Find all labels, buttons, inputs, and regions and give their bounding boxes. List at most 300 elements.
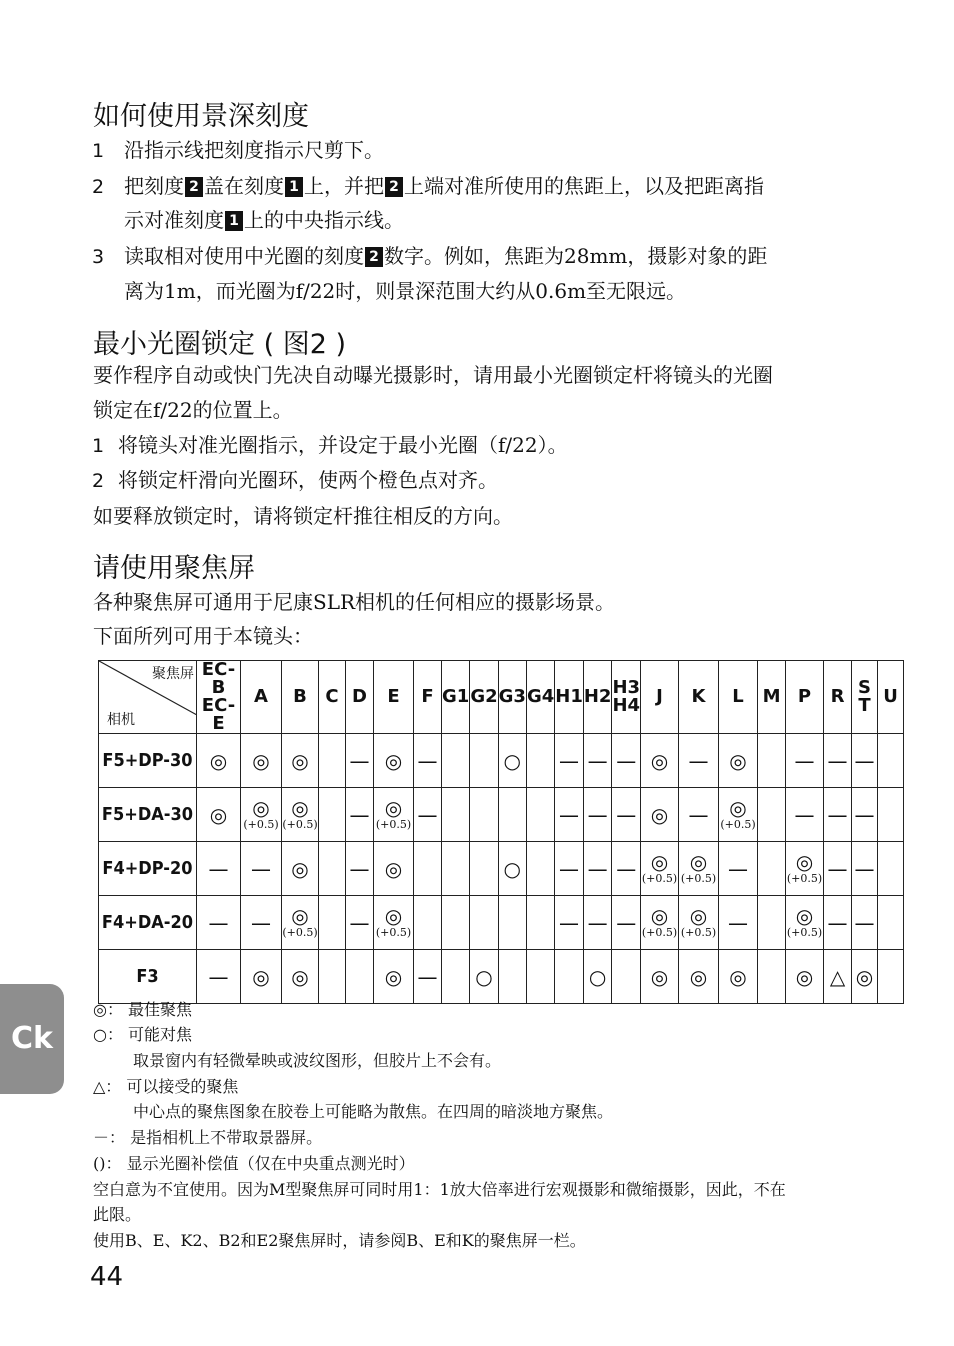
legend-blank-note-continued: 此限。 <box>93 1205 142 1224</box>
compatibility-cell <box>555 734 584 788</box>
compatibility-cell <box>374 950 414 1004</box>
compatibility-symbol: ◎ <box>795 849 814 874</box>
compatibility-cell <box>758 896 786 950</box>
column-header-label: E <box>387 686 400 707</box>
compatibility-cell <box>583 734 612 788</box>
compatibility-cell <box>555 896 584 950</box>
compatibility-cell <box>498 734 526 788</box>
compatibility-cell <box>319 896 346 950</box>
compatibility-cell <box>282 788 319 842</box>
compatibility-symbol: ○ <box>588 964 607 989</box>
step-number: 2 <box>92 470 105 492</box>
compatibility-cell <box>319 788 346 842</box>
compatibility-cell <box>824 950 852 1004</box>
column-header-label: H1 <box>555 686 583 707</box>
step-text-continued <box>124 203 404 238</box>
compatibility-symbol: — <box>794 748 815 773</box>
compatibility-cell <box>282 950 319 1004</box>
compatibility-symbol: ○ <box>503 748 521 773</box>
legend-reference-note: 使用B、E、K2、B2和E2聚焦屏时，请参阅B、E和K的聚焦屏一栏。 <box>93 1231 586 1250</box>
compatibility-cell <box>612 950 641 1004</box>
compatibility-cell <box>852 950 878 1004</box>
compatibility-symbol: — <box>417 964 438 989</box>
compatibility-cell <box>442 896 470 950</box>
language-side-tab: Ck <box>0 984 64 1094</box>
compatibility-symbol: ◎ <box>650 748 669 773</box>
compatibility-symbol: ◎ <box>291 748 309 773</box>
text-run: 盖在刻度 <box>204 174 284 198</box>
compatibility-cell <box>197 842 241 896</box>
column-header <box>641 661 679 734</box>
compatibility-cell <box>414 896 442 950</box>
text-run: 数字。例如，焦距为28mm，摄影对象的距 <box>384 244 768 268</box>
compatibility-symbol: ◎ <box>384 964 403 989</box>
compatibility-symbol: — <box>559 910 580 935</box>
compatibility-cell <box>641 896 679 950</box>
page-number: 44 <box>90 1262 124 1292</box>
compensation-value: (+0.5) <box>786 925 823 939</box>
compatibility-cell <box>824 896 852 950</box>
column-header <box>852 661 878 734</box>
compatibility-cell <box>282 842 319 896</box>
legend-not-available: －： 是指相机上不带取景器屏。 <box>93 1128 323 1147</box>
compatibility-cell <box>641 950 679 1004</box>
text-run: 示对准刻度 <box>124 208 224 232</box>
compatibility-cell <box>374 896 414 950</box>
compatibility-symbol: — <box>587 748 608 773</box>
compatibility-cell <box>319 734 346 788</box>
compatibility-cell <box>719 842 758 896</box>
compatibility-symbol: ○ <box>503 856 521 881</box>
compatibility-cell <box>241 734 282 788</box>
column-header <box>878 661 904 734</box>
compatibility-symbol: — <box>854 910 875 935</box>
compatibility-cell <box>470 842 498 896</box>
compatibility-symbol: ◎ <box>209 802 228 827</box>
section-title-aperture-lock: 最小光圈锁定 ( 图2 ) <box>93 329 346 360</box>
step-text-continued: 离为1m，而光圈为f/22时，则景深范围大约从0.6m至无限远。 <box>124 279 687 303</box>
compatibility-cell <box>878 950 904 1004</box>
compatibility-symbol: — <box>208 964 229 989</box>
compatibility-symbol: — <box>349 856 370 881</box>
column-header <box>824 661 852 734</box>
compensation-value: (+0.5) <box>641 871 678 885</box>
compatibility-symbol: — <box>251 910 271 935</box>
compatibility-symbol: — <box>559 802 580 827</box>
compatibility-symbol: ◎ <box>384 748 403 773</box>
compatibility-cell <box>719 896 758 950</box>
compatibility-symbol: ◎ <box>384 856 403 881</box>
compatibility-cell <box>282 734 319 788</box>
column-header-label: H2 <box>583 686 612 707</box>
compatibility-symbol: ○ <box>475 964 493 989</box>
compatibility-cell <box>583 788 612 842</box>
column-header-label: U <box>883 686 898 707</box>
legend-possible-focus: ○： 可能对焦 <box>93 1025 193 1044</box>
compatibility-cell <box>878 788 904 842</box>
compatibility-cell <box>470 950 498 1004</box>
compatibility-cell <box>612 842 641 896</box>
compatibility-symbol: — <box>688 748 709 773</box>
compatibility-cell <box>470 896 498 950</box>
compatibility-cell <box>414 950 442 1004</box>
column-header <box>719 661 758 734</box>
compatibility-symbol: — <box>827 802 848 827</box>
table-corner-cell <box>99 661 197 734</box>
column-header-label: P <box>797 686 812 707</box>
table-row <box>99 788 904 842</box>
column-header-label: C <box>325 686 339 707</box>
compensation-value: (+0.5) <box>243 817 279 831</box>
compensation-value: (+0.5) <box>720 817 756 831</box>
column-header-label: B <box>293 686 307 707</box>
compatibility-symbol: — <box>827 748 848 773</box>
column-header-label: H4 <box>612 695 641 716</box>
column-header-label: L <box>732 686 744 707</box>
compatibility-cell <box>641 788 679 842</box>
compatibility-symbol: — <box>728 910 749 935</box>
camera-name-cell: F5+DP-30 <box>99 734 197 788</box>
compatibility-symbol: ◎ <box>291 903 309 928</box>
legend-acceptable-focus: △： 可以接受的聚焦 <box>93 1077 239 1096</box>
table-row <box>99 734 904 788</box>
compatibility-cell <box>641 734 679 788</box>
compatibility-symbol: — <box>616 856 637 881</box>
compatibility-symbol: ◎ <box>291 795 309 820</box>
text-run: 把刻度 <box>124 174 184 198</box>
column-header-label: R <box>830 686 845 707</box>
compatibility-cell <box>414 788 442 842</box>
step-number: 1 <box>92 140 105 162</box>
compatibility-cell <box>852 896 878 950</box>
compatibility-symbol: ◎ <box>650 802 669 827</box>
scale-badge: 2 <box>365 247 383 267</box>
camera-name-cell: F4+DA-20 <box>99 896 197 950</box>
compatibility-cell <box>197 734 241 788</box>
compatibility-symbol: — <box>349 910 370 935</box>
compatibility-symbol: ◎ <box>291 856 309 881</box>
compatibility-cell <box>758 950 786 1004</box>
compatibility-cell <box>878 734 904 788</box>
section-title-focusing-screens: 请使用聚焦屏 <box>93 553 255 584</box>
compatibility-symbol: — <box>728 856 749 881</box>
paragraph: 如要释放锁定时，请将锁定杆推往相反的方向。 <box>93 504 513 528</box>
column-header <box>197 661 241 734</box>
table-row <box>99 950 904 1004</box>
compatibility-cell <box>758 788 786 842</box>
compensation-value: (+0.5) <box>375 817 412 831</box>
compatibility-cell <box>758 734 786 788</box>
legend-note: 取景窗内有轻微晕映或波纹图形，但胶片上不会有。 <box>133 1051 502 1070</box>
compatibility-cell <box>824 788 852 842</box>
step-number: 1 <box>92 435 105 457</box>
compatibility-cell <box>719 788 758 842</box>
compatibility-symbol: ◎ <box>384 903 403 928</box>
compatibility-cell <box>319 950 346 1004</box>
step-text: 沿指示线把刻度指示尺剪下。 <box>124 138 384 162</box>
compatibility-cell <box>442 788 470 842</box>
compatibility-cell <box>470 734 498 788</box>
compensation-value: (+0.5) <box>680 871 717 885</box>
column-header-label: G1 <box>442 686 470 707</box>
compatibility-symbol: △ <box>829 964 846 989</box>
compatibility-symbol: ◎ <box>209 748 228 773</box>
camera-name-cell: F3 <box>99 950 197 1004</box>
step-number: 3 <box>92 246 105 268</box>
compatibility-symbol: — <box>587 910 608 935</box>
compatibility-cell <box>526 896 554 950</box>
compatibility-cell <box>241 950 282 1004</box>
compatibility-cell <box>786 788 824 842</box>
compatibility-cell <box>824 734 852 788</box>
compatibility-cell <box>786 896 824 950</box>
compatibility-symbol: ◎ <box>795 903 814 928</box>
compatibility-cell <box>612 896 641 950</box>
compatibility-cell <box>824 842 852 896</box>
compatibility-symbol: — <box>349 802 370 827</box>
compensation-value: (+0.5) <box>282 925 318 939</box>
camera-name-cell: F4+DP-20 <box>99 842 197 896</box>
legend-best-focus: ◎： 最佳聚焦 <box>93 1000 193 1019</box>
compatibility-cell <box>526 788 554 842</box>
legend-blank-note: 空白意为不宜使用。因为M型聚焦屏可同时用1：1放大倍率进行宏观摄影和微缩摄影，因此，不在 <box>93 1180 786 1199</box>
compensation-value: (+0.5) <box>680 925 717 939</box>
column-header-label: A <box>254 686 268 707</box>
compatibility-cell <box>470 788 498 842</box>
column-header-label: M <box>762 686 781 707</box>
column-header-label: EC-B <box>201 659 236 698</box>
compatibility-symbol: — <box>616 910 637 935</box>
column-header <box>612 661 641 734</box>
compatibility-cell <box>526 734 554 788</box>
column-header <box>241 661 282 734</box>
paragraph: 锁定在f/22的位置上。 <box>93 398 293 422</box>
compatibility-cell <box>612 734 641 788</box>
legend-compensation: ()： 显示光圈补偿值（仅在中央重点测光时） <box>93 1154 415 1173</box>
compatibility-symbol: ◎ <box>729 748 747 773</box>
compatibility-cell <box>442 950 470 1004</box>
compatibility-symbol: — <box>616 748 637 773</box>
column-header-label: G3 <box>498 686 526 707</box>
column-header <box>583 661 612 734</box>
corner-camera-label: 相机 <box>107 712 135 728</box>
camera-name-cell: F5+DA-30 <box>99 788 197 842</box>
column-header-label: G4 <box>526 686 555 707</box>
section-title-depth-of-field: 如何使用景深刻度 <box>93 101 309 132</box>
compatibility-symbol: ◎ <box>855 964 874 989</box>
column-header <box>282 661 319 734</box>
compatibility-cell <box>498 842 526 896</box>
column-header <box>442 661 470 734</box>
compatibility-symbol: — <box>688 802 709 827</box>
step-text <box>124 239 767 274</box>
compatibility-symbol: ◎ <box>729 795 747 820</box>
compatibility-symbol: ◎ <box>252 964 270 989</box>
compatibility-symbol: — <box>616 802 637 827</box>
compatibility-cell <box>583 950 612 1004</box>
step-text <box>124 169 764 204</box>
compatibility-cell <box>374 842 414 896</box>
compatibility-symbol: ◎ <box>384 795 403 820</box>
compatibility-cell <box>346 734 374 788</box>
compatibility-cell <box>612 788 641 842</box>
compatibility-cell <box>719 950 758 1004</box>
column-header <box>786 661 824 734</box>
compatibility-cell <box>641 842 679 896</box>
compatibility-cell <box>346 896 374 950</box>
scale-badge: 2 <box>385 177 403 197</box>
compatibility-cell <box>241 842 282 896</box>
compatibility-symbol: ◎ <box>650 964 669 989</box>
column-header-label: T <box>858 695 871 716</box>
compatibility-cell <box>555 950 584 1004</box>
compatibility-cell <box>786 734 824 788</box>
compatibility-symbol: — <box>794 802 815 827</box>
compatibility-cell <box>414 842 442 896</box>
compatibility-symbol: ◎ <box>252 795 270 820</box>
compatibility-cell <box>583 842 612 896</box>
compatibility-cell <box>498 950 526 1004</box>
compatibility-symbol: ◎ <box>650 849 669 874</box>
compatibility-cell <box>197 896 241 950</box>
compatibility-symbol: ◎ <box>689 849 708 874</box>
column-header <box>679 661 719 734</box>
compatibility-cell <box>346 788 374 842</box>
focusing-screen-table <box>98 660 904 1004</box>
compatibility-cell <box>758 842 786 896</box>
compatibility-cell <box>374 734 414 788</box>
step-number: 2 <box>92 176 105 198</box>
compatibility-cell <box>346 842 374 896</box>
compatibility-cell <box>241 896 282 950</box>
compatibility-cell <box>526 842 554 896</box>
compatibility-symbol: — <box>208 856 229 881</box>
compatibility-cell <box>346 950 374 1004</box>
column-header-label: EC-E <box>201 695 236 734</box>
column-header <box>346 661 374 734</box>
paragraph: 各种聚焦屏可通用于尼康SLR相机的任何相应的摄影场景。 <box>93 590 616 614</box>
compatibility-cell <box>197 950 241 1004</box>
column-header <box>470 661 498 734</box>
compensation-value: (+0.5) <box>786 871 823 885</box>
scale-badge: 1 <box>225 211 243 231</box>
scale-badge: 1 <box>285 177 303 197</box>
compatibility-cell <box>679 842 719 896</box>
compatibility-symbol: — <box>559 748 580 773</box>
column-header-label: F <box>421 686 434 707</box>
text-run: 上端对准所使用的焦距上，以及把距离指 <box>404 174 764 198</box>
column-header <box>758 661 786 734</box>
column-header <box>319 661 346 734</box>
column-header-label: S <box>858 677 872 698</box>
compatibility-symbol: — <box>854 802 875 827</box>
step-text: 将镜头对准光圈指示，并设定于最小光圈（f/22）。 <box>118 433 568 457</box>
text-run: 读取相对使用中光圈的刻度 <box>124 244 364 268</box>
corner-screen-label: 聚焦屏 <box>152 666 194 682</box>
compatibility-symbol: — <box>417 802 438 827</box>
paragraph: 要作程序自动或快门先决自动曝光摄影时，请用最小光圈锁定杆将镜头的光圈 <box>93 363 773 387</box>
compatibility-cell <box>282 896 319 950</box>
compatibility-symbol: ◎ <box>689 903 708 928</box>
compatibility-cell <box>679 788 719 842</box>
compatibility-cell <box>679 896 719 950</box>
table-row <box>99 896 904 950</box>
compensation-value: (+0.5) <box>641 925 678 939</box>
column-header <box>498 661 526 734</box>
step-text: 将锁定杆滑向光圈环，使两个橙色点对齐。 <box>118 468 498 492</box>
compatibility-cell <box>442 734 470 788</box>
compensation-value: (+0.5) <box>282 817 318 831</box>
compatibility-symbol: ◎ <box>650 903 669 928</box>
compatibility-cell <box>498 896 526 950</box>
compatibility-symbol: — <box>208 910 229 935</box>
text-run: 上的中央指示线。 <box>244 208 404 232</box>
table-header-row <box>99 661 904 734</box>
compatibility-cell <box>498 788 526 842</box>
compatibility-cell <box>852 842 878 896</box>
compatibility-cell <box>852 734 878 788</box>
table-row <box>99 842 904 896</box>
compatibility-symbol: — <box>587 802 608 827</box>
compatibility-cell <box>679 950 719 1004</box>
column-header <box>555 661 584 734</box>
compatibility-cell <box>719 734 758 788</box>
compatibility-cell <box>679 734 719 788</box>
compatibility-cell <box>374 788 414 842</box>
compatibility-cell <box>786 842 824 896</box>
compensation-value: (+0.5) <box>375 925 412 939</box>
compatibility-symbol: ◎ <box>291 964 309 989</box>
compatibility-symbol: — <box>854 856 875 881</box>
column-header-label: H3 <box>612 677 641 698</box>
legend-note: 中心点的聚焦图象在胶卷上可能略为散焦。在四周的暗淡地方聚焦。 <box>133 1102 614 1121</box>
compatibility-cell <box>878 896 904 950</box>
compatibility-symbol: ◎ <box>689 964 708 989</box>
column-header-label: J <box>656 686 663 707</box>
scale-badge: 2 <box>185 177 203 197</box>
compatibility-cell <box>555 788 584 842</box>
compatibility-symbol: — <box>827 856 848 881</box>
compatibility-symbol: — <box>251 856 271 881</box>
column-header <box>414 661 442 734</box>
column-header-label: G2 <box>470 686 498 707</box>
compatibility-cell <box>526 950 554 1004</box>
compatibility-cell <box>786 950 824 1004</box>
compatibility-symbol: — <box>854 748 875 773</box>
compatibility-symbol: — <box>559 856 580 881</box>
compatibility-symbol: ◎ <box>729 964 747 989</box>
compatibility-cell <box>319 842 346 896</box>
compatibility-symbol: — <box>417 748 438 773</box>
compatibility-symbol: ◎ <box>795 964 814 989</box>
compatibility-cell <box>241 788 282 842</box>
compatibility-cell <box>878 842 904 896</box>
compatibility-symbol: — <box>587 856 608 881</box>
compatibility-cell <box>852 788 878 842</box>
compatibility-cell <box>583 896 612 950</box>
compatibility-cell <box>414 734 442 788</box>
paragraph: 下面所列可用于本镜头： <box>93 624 313 648</box>
compatibility-symbol: — <box>827 910 848 935</box>
column-header-label: K <box>691 686 706 707</box>
column-header <box>526 661 554 734</box>
text-run: 上，并把 <box>304 174 384 198</box>
column-header-label: D <box>352 686 367 707</box>
column-header <box>374 661 414 734</box>
compatibility-cell <box>442 842 470 896</box>
compatibility-cell <box>555 842 584 896</box>
compatibility-symbol: — <box>349 748 370 773</box>
